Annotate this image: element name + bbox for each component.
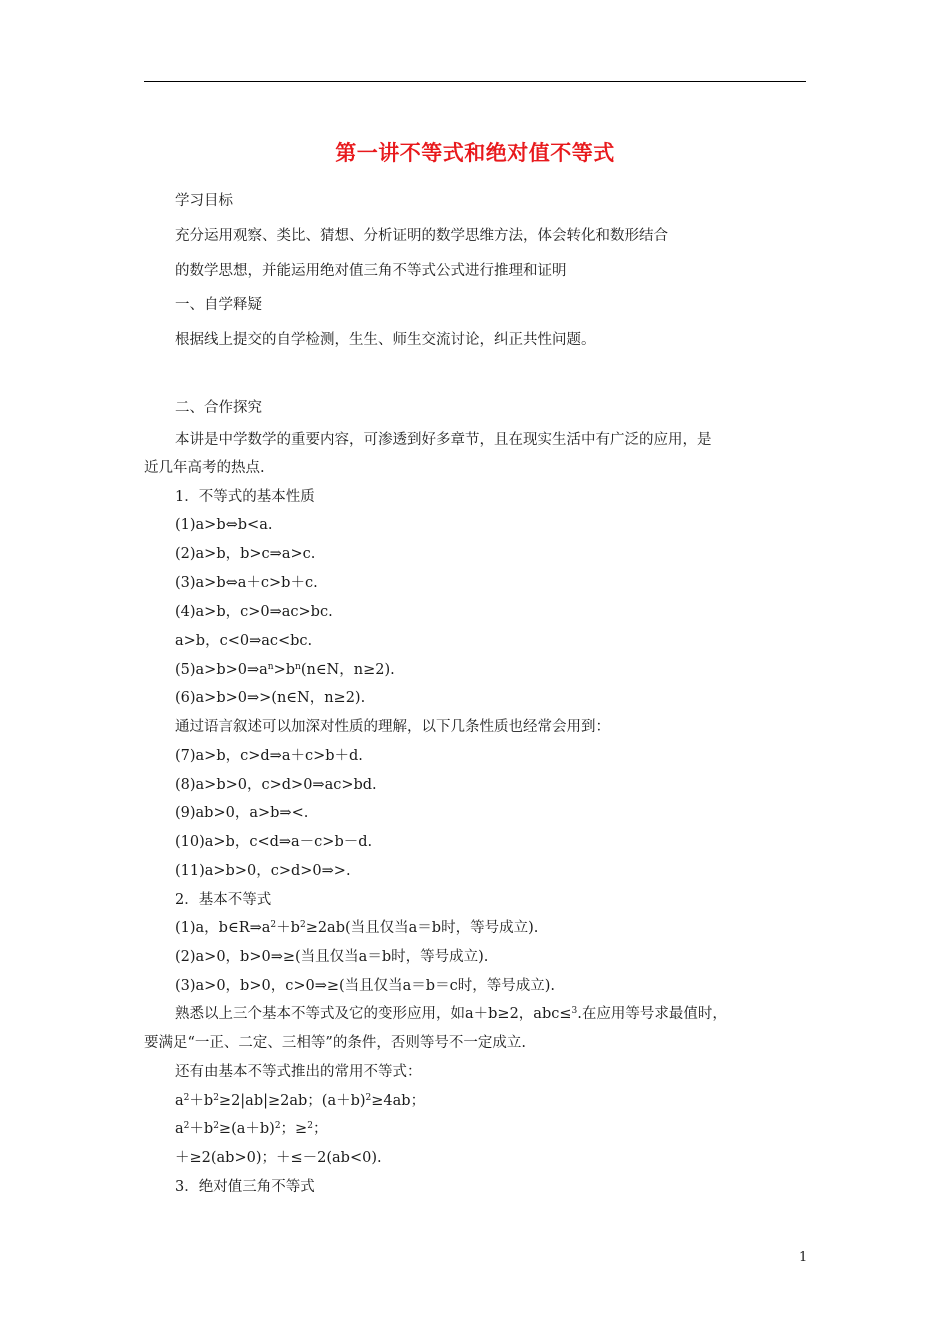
- common-inequality-3: ＋≥2(ab>0)；＋≤－2(ab<0).: [175, 1150, 382, 1166]
- goal-heading: 学习目标: [175, 193, 233, 209]
- goal-text-2: 的数学思想，并能运用绝对值三角不等式公式进行推理和证明: [175, 263, 567, 279]
- common-inequality-1: $a^2+b^2\ge 2|ab|\ge 2ab$；$(a+b)^2\ge 4ab$；: [175, 1093, 426, 1109]
- property-3: (3)a>b⇔a＋c>b＋c.: [175, 575, 318, 591]
- property-9: (9)ab>0，a>b⇒<.: [175, 805, 309, 821]
- property-10: (10)a>b，c<d⇒a－c>b－d.: [175, 834, 373, 850]
- section1-heading: 一、自学释疑: [175, 297, 262, 313]
- header-rule: [144, 81, 806, 82]
- property-6: (6)a>b>0⇒>(n∈N，n≥2).: [175, 690, 366, 706]
- property-note: 通过语言叙述可以加深对性质的理解，以下几条性质也经常会用到：: [175, 719, 610, 735]
- page-number: 1: [799, 1250, 808, 1265]
- heading-absolute-triangle-inequality: 3．绝对值三角不等式: [175, 1179, 315, 1195]
- basic-inequality-1: (1)a，$b\in R\Rightarrow a^2+b^2\ge 2ab$(当且仅当a＝b时，等号成立).: [175, 920, 539, 936]
- section1-text: 根据线上提交的自学检测，生生、师生交流讨论，纠正共性问题。: [175, 332, 596, 348]
- heading-basic-inequality: 2．基本不等式: [175, 892, 272, 908]
- property-8: (8)a>b>0，c>d>0⇒ac>bd.: [175, 777, 377, 793]
- section2-heading: 二、合作探究: [175, 400, 262, 416]
- goal-text-1: 充分运用观察、类比、猜想、分析证明的数学思维方法，体会转化和数形结合: [175, 228, 668, 244]
- common-inequality-heading: 还有由基本不等式推出的常用不等式：: [175, 1064, 422, 1080]
- basic-inequality-3: (3)a>0，b>0，c>0⇒≥(当且仅当a＝b＝c时，等号成立).: [175, 978, 555, 994]
- heading-properties: 1．不等式的基本性质: [175, 489, 315, 505]
- common-inequality-2: $a^2+b^2\ge(a+b)^2$；≥$^2$；: [175, 1121, 328, 1137]
- familiar-text-1: 熟悉以上三个基本不等式及它的变形应用，如a＋b≥2，abc≤$^3$.在应用等号求最值时，: [175, 1006, 727, 1022]
- intro-text-2: 近几年高考的热点.: [144, 460, 265, 476]
- intro-text-1: 本讲是中学数学的重要内容，可渗透到好多章节，且在现实生活中有广泛的应用，是: [175, 432, 712, 448]
- familiar-text-2: 要满足“一正、二定、三相等”的条件，否则等号不一定成立.: [144, 1035, 526, 1051]
- property-11: (11)a>b>0，c>d>0⇒>.: [175, 863, 351, 879]
- property-1: (1)a>b⇔b<a.: [175, 517, 273, 533]
- property-4: (4)a>b，c>0⇒ac>bc.: [175, 604, 333, 620]
- property-7: (7)a>b，c>d⇒a＋c>b＋d.: [175, 748, 363, 764]
- property-2: (2)a>b，b>c⇒a>c.: [175, 546, 316, 562]
- property-4b: a>b，c<0⇒ac<bc.: [175, 633, 313, 649]
- page-title: 第一讲不等式和绝对值不等式: [335, 141, 615, 165]
- property-5: $(5)a>b>0\Rightarrow a^n>b^n(n\in N$，n≥2).: [175, 662, 395, 678]
- basic-inequality-2: (2)a>0，b>0⇒≥(当且仅当a＝b时，等号成立).: [175, 949, 489, 965]
